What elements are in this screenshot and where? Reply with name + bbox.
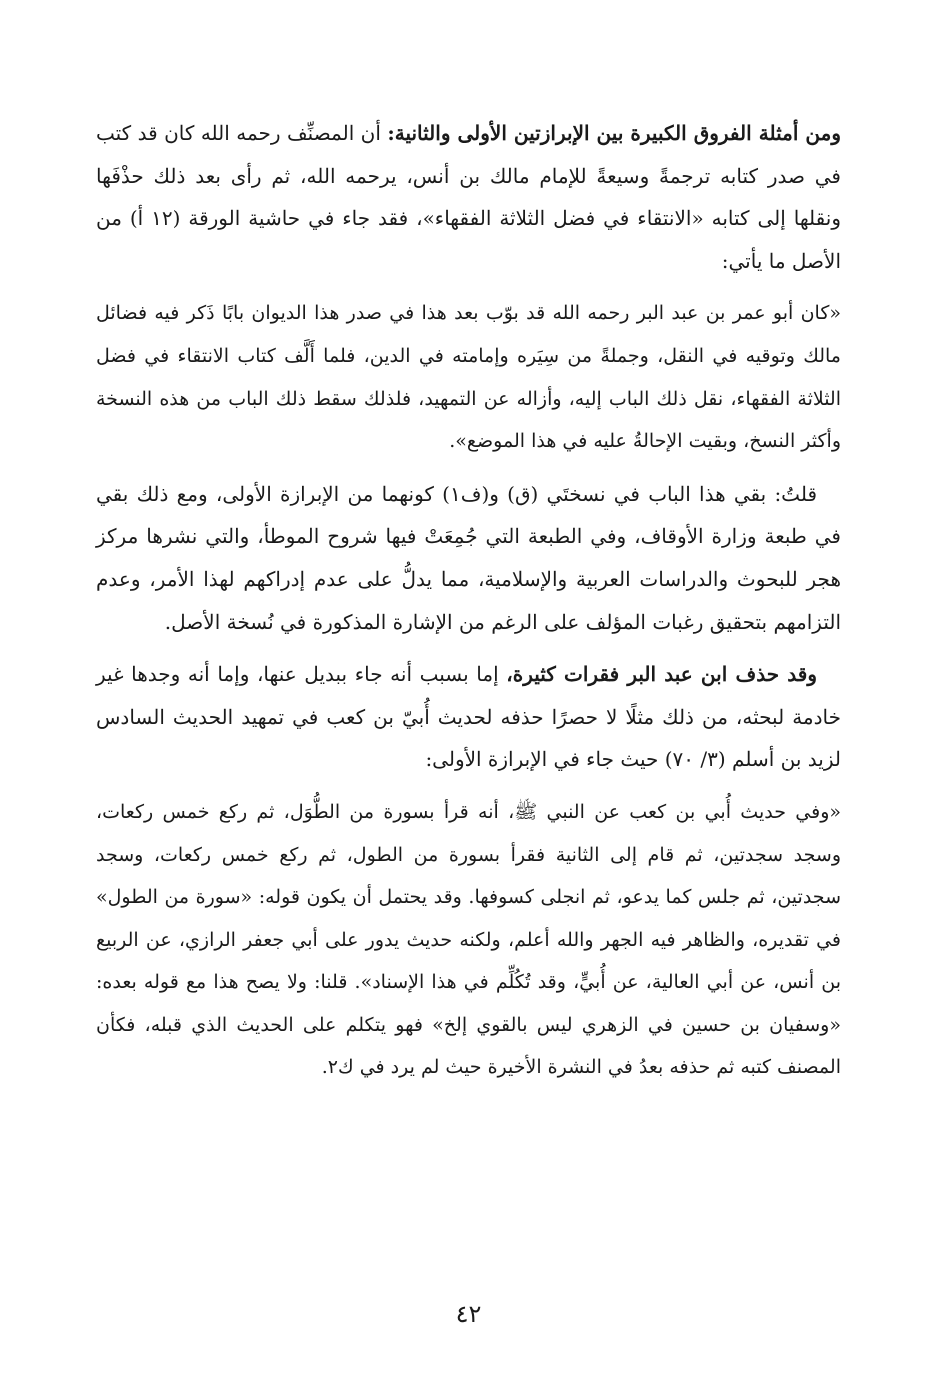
page-body: [96, 112, 841, 1089]
quoted-marginal-note: «كان أبو عمر بن عبد البر رحمه الله قد بوّب بعد هذا في صدر هذا الديوان بابًا ذَكر فيه فضائل مالك وتوقيه في النقل، وجملةً من سِيَره وإمامته في الدين، فلما أَلَّف كتاب الانتقاء في فضل الثلاثة الفقهاء، نقل ذلك الباب إليه، وأزاله عن التمهيد، فلذلك سقط ذلك الباب من هذه النسخة وأكثر النسخ، وبقيت الإحالةُ عليه في هذا الموضع».: [96, 302, 841, 453]
paragraph-text: أن المصنِّف رحمه الله كان قد كتب في صدر كتابه ترجمةً وسيعةً للإمام مالك بن أنس، يرحمه الله، ثم رأى بعد ذلك حذْفَها ونقلها إلى كتابه «الانتقاء في فضل الثلاثة الفقهاء»، فقد جاء في حاشية الورقة (١٢ أ) من الأصل ما يأتي:: [96, 121, 841, 273]
paragraph-text: إما بسبب أنه جاء ببديل عنها، وإما أنه وجدها غير خادمة لبحثه، من ذلك مثلًا لا حصرًا حذفه لحديث أُبيّ بن كعب في تمهيد الحديث السادس لزيد بن أسلم (٣/ ٧٠) حيث جاء في الإبرازة الأولى:: [96, 662, 841, 772]
paragraph-deletions: [96, 653, 841, 781]
page-number: ٤٢: [455, 1300, 482, 1328]
paragraph-lead: ومن أمثلة الفروق الكبيرة بين الإبرازتين الأولى والثانية:: [387, 121, 841, 145]
paragraph-lead: وقد حذف ابن عبد البر فقرات كثيرة،: [506, 662, 817, 687]
quoted-hadith-passage: «وفي حديث أُبي بن كعب عن النبي ﷺ، أنه قرأ بسورة من الطُّوَل، ثم ركع خمس ركعات، وسجد سجدتين، ثم قام إلى الثانية فقرأ بسورة من الطول، ثم ركع خمس ركعات، وسجد سجدتين، ثم جلس كما يدعو، ثم انجلى كسوفها. وقد يحتمل أن يكون قوله: «سورة من الطول» في تقديره، والظاهر فيه الجهر والله أعلم، ولكنه حديث يدور على أبي جعفر الرازي، عن الربيع بن أنس، عن أبي العالية، عن أُبيٍّ، وقد تُكُلِّم في هذا الإسناد». قلنا: ولا يصح هذا مع قوله بعده: «وسفيان بن حسين في الزهري ليس بالقوي إلخ» فهو يتكلم على الحديث الذي قبله، فكأن المصنف كتبه ثم حذفه بعدُ في النشرة الأخيرة حيث لم يرد في ك٢.: [96, 800, 841, 1079]
paragraph-commentary: قلتُ: بقي هذا الباب في نسختَي (ق) و(ف١) كونهما من الإبرازة الأولى، ومع ذلك بقي في طبعة وزارة الأوقاف، وفي الطبعة التي جُمِعَتْ فيها شروح الموطأ، والتي نشرها مركز هجر للبحوث والدراسات العربية والإسلامية، مما يدلُّ على عدم إدراكهم لهذا الأمر، وعدم التزامهم بتحقيق رغبات المؤلف على الرغم من الإشارة المذكورة في نُسخة الأصل.: [96, 481, 841, 634]
paragraph-intro: [96, 112, 841, 282]
